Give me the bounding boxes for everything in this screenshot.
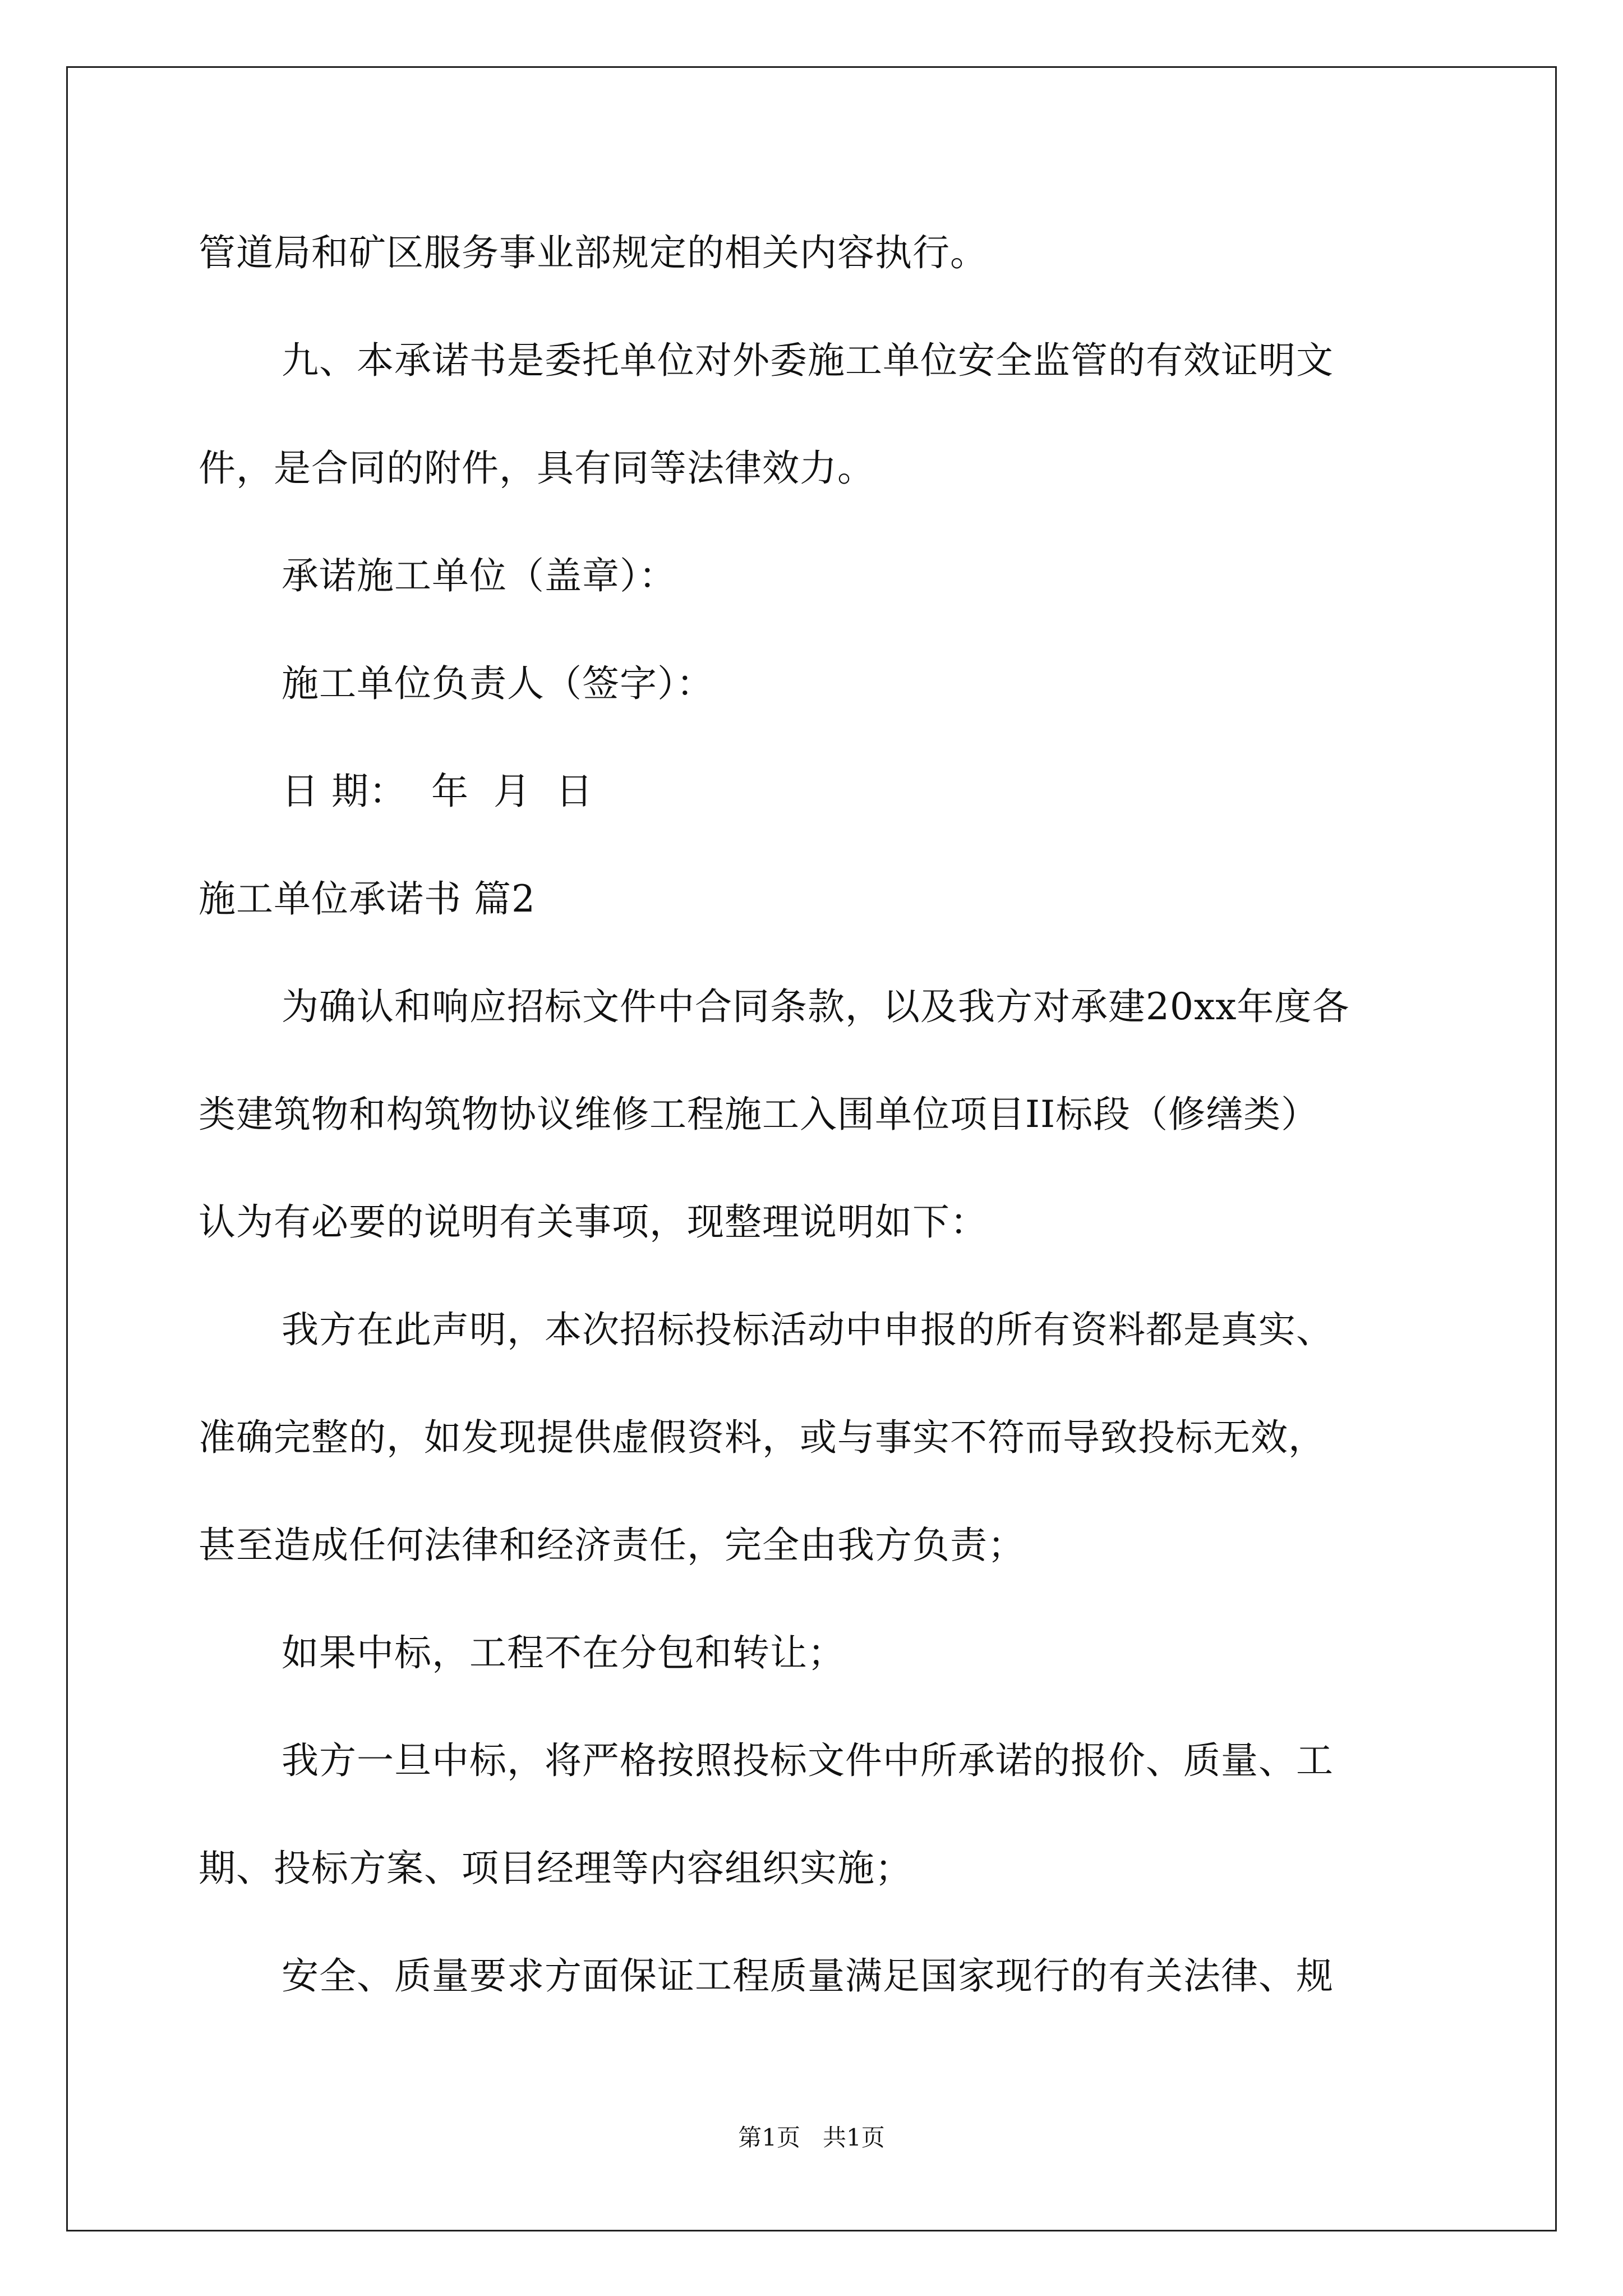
text-line-8: 为确认和响应招标文件中合同条款，以及我方对承建20xx年度各	[282, 985, 1350, 1028]
section-heading: 施工单位承诺书 篇2	[199, 877, 536, 921]
text-line-17: 安全、质量要求方面保证工程质量满足国家现行的有关法律、规	[282, 1954, 1334, 1998]
text-line-16: 期、投标方案、项目经理等内容组织实施；	[199, 1847, 912, 1890]
text-line-15: 我方一旦中标，将严格按照投标文件中所承诺的报价、质量、工	[282, 1739, 1334, 1782]
text-line-1: 管道局和矿区服务事业部规定的相关内容执行。	[199, 231, 988, 274]
text-line-14: 如果中标，工程不在分包和转让；	[282, 1631, 845, 1674]
text-line-6: 日 期： 年 月 日	[282, 770, 593, 813]
text-line-13: 甚至造成任何法律和经济责任，完全由我方负责；	[199, 1524, 1025, 1567]
page-frame	[66, 66, 1557, 2231]
page-footer: 第1页 共1页	[738, 2124, 885, 2151]
text-line-10: 认为有必要的说明有关事项，现整理说明如下：	[199, 1200, 988, 1244]
text-line-2: 九、本承诺书是委托单位对外委施工单位安全监管的有效证明文	[282, 339, 1334, 382]
text-line-3: 件，是合同的附件，具有同等法律效力。	[199, 447, 875, 490]
text-line-11: 我方在此声明，本次招标投标活动中申报的所有资料都是真实、	[282, 1308, 1334, 1351]
text-line-4: 承诺施工单位（盖章）：	[282, 554, 676, 597]
text-line-5: 施工单位负责人（签字）：	[282, 662, 714, 705]
text-line-9: 类建筑物和构筑物协议维修工程施工入围单位项目II标段（修缮类）	[199, 1093, 1319, 1136]
text-line-12: 准确完整的，如发现提供虚假资料，或与事实不符而导致投标无效，	[199, 1416, 1326, 1459]
